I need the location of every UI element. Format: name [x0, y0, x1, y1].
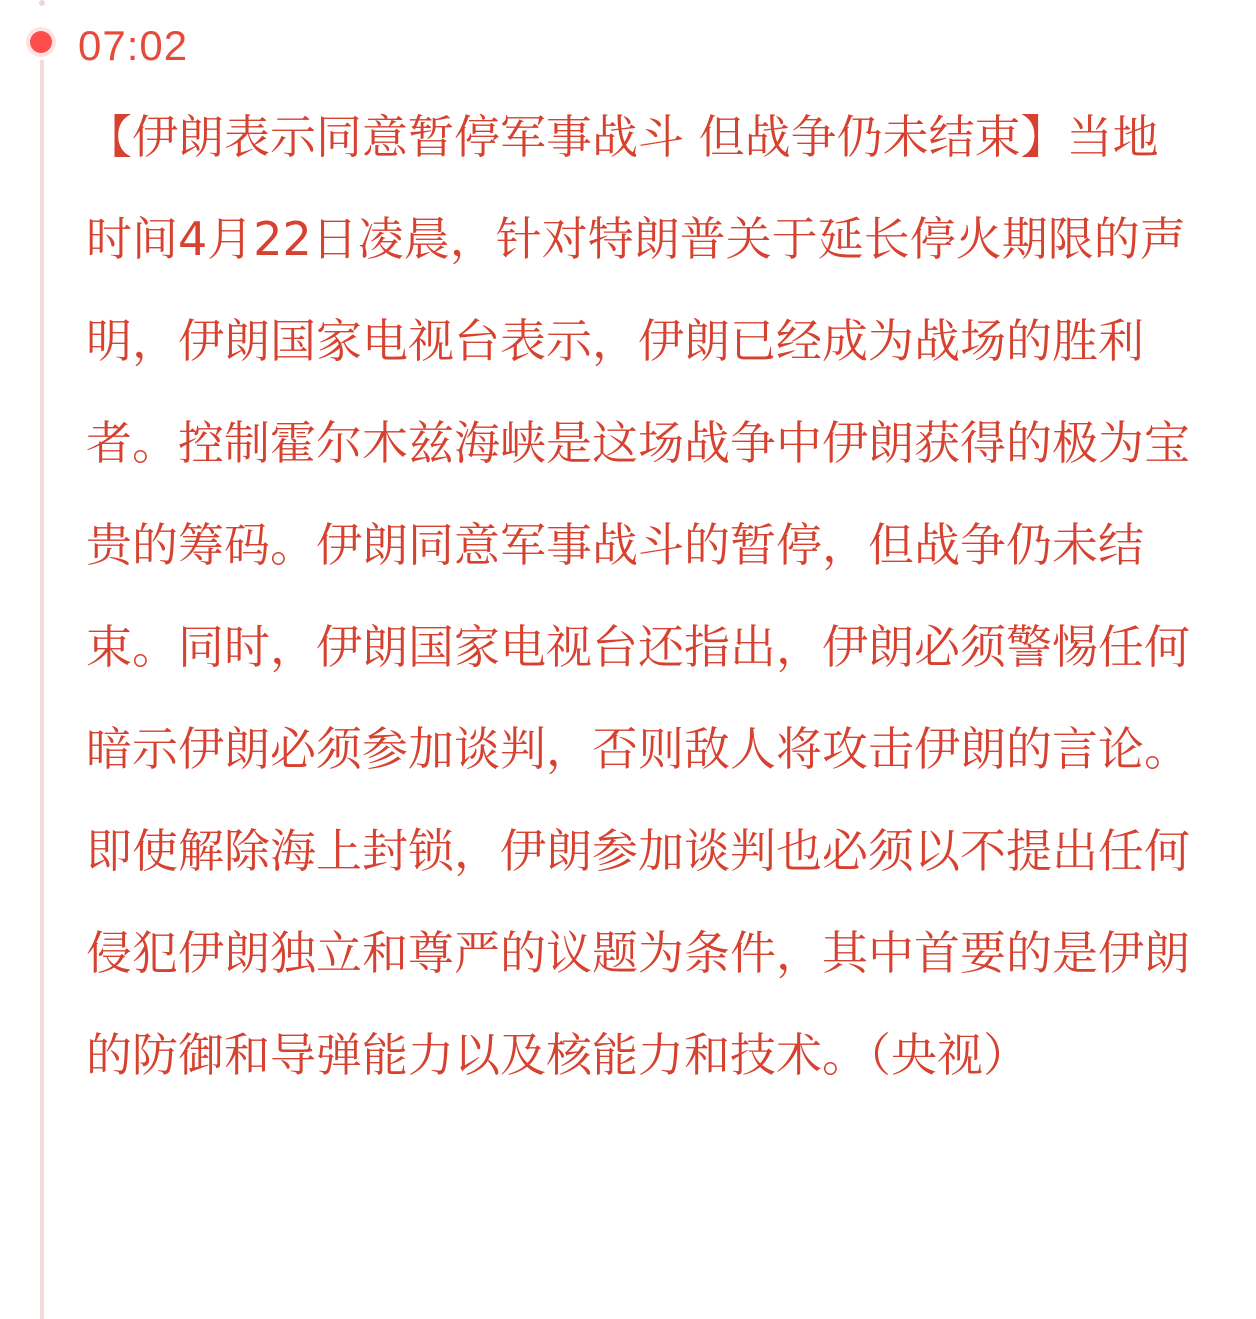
- timeline-dot-icon: [30, 31, 52, 53]
- news-title: 【伊朗表示同意暂停军事战斗 但战争仍未结束】: [86, 110, 1067, 164]
- timeline-line: [40, 60, 44, 1319]
- timeline-top-dot: [39, 0, 45, 6]
- entry-time: 07:02: [78, 22, 189, 69]
- news-body: 当地时间4月22日凌晨，针对特朗普关于延长停火期限的声明，伊朗国家电视台表示，伊朗已经成为战场的胜利者。控制霍尔木兹海峡是这场战争中伊朗获得的极为宝贵的筹码。伊朗同意军事战斗的暂停，但战争仍未结束。同时，伊朗国家电视台还指出，伊朗必须警惕任何暗示伊朗必须参加谈判，否则敌人将攻击伊朗的言论。即使解除海上封锁，伊朗参加谈判也必须以不提出任何侵犯伊朗独立和尊严的议题为条件，其中首要的是伊朗的防御和导弹能力以及核能力和技术。（央视）: [86, 110, 1190, 1082]
- news-text: [86, 86, 1196, 1106]
